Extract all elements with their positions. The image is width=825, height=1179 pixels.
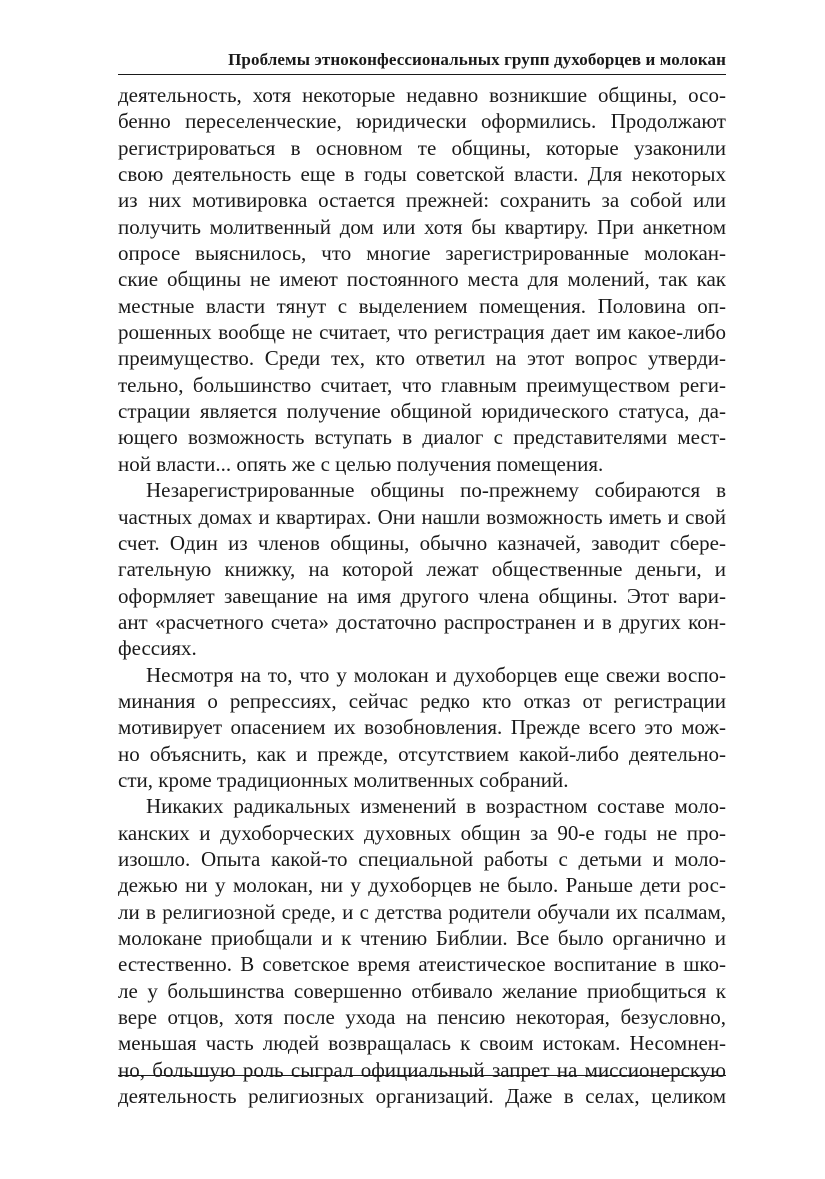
text-line: частных домах и квартирах. Они нашли возможность иметь и свой — [118, 504, 726, 529]
paragraph — [118, 793, 726, 1109]
text-line: сти, кроме традиционных молитвенных собраний. — [118, 767, 569, 792]
header-rule — [118, 74, 726, 75]
text-line: страции является получение общиной юридического статуса, да- — [118, 399, 726, 424]
text-line: вере отцов, хотя после ухода на пенсию некоторая, безусловно, — [118, 1005, 726, 1030]
text-line: бенно переселенческие, юридически оформились. Продолжают — [118, 109, 726, 134]
text-line: фессиях. — [118, 636, 197, 661]
text-line: регистрироваться в основном те общины, которые узаконили — [118, 135, 726, 160]
text-line: тельно, большинство считает, что главным преимуществом реги- — [118, 372, 726, 397]
text-line: ские общины не имеют постоянного места для молений, так как — [118, 267, 726, 292]
text-line: Незарегистрированные общины по-прежнему собираются в — [146, 478, 726, 503]
text-line: ант «расчетного счета» достаточно распространен и в других кон- — [118, 609, 726, 634]
text-line: из них мотивировка остается прежней: сохранить за собой или — [118, 188, 726, 213]
paragraph — [118, 82, 726, 477]
body-text — [118, 82, 726, 1109]
text-line: ле у большинства совершенно отбивало желание приобщиться к — [118, 978, 726, 1003]
text-line: рошенных вообще не считает, что регистрация дает им какое-либо — [118, 320, 726, 345]
text-line: изошло. Опыта какой-то специальной работы с детьми и моло- — [118, 846, 726, 871]
text-line: меньшая часть людей возвращалась к своим истокам. Несомнен- — [118, 1031, 726, 1056]
text-line: канских и духоборческих духовных общин за 90-е годы не про- — [118, 820, 726, 845]
text-line: свою деятельность еще в годы советской власти. Для некоторых — [118, 162, 726, 187]
text-line: опросе выяснилось, что многие зарегистрированные молокан- — [118, 241, 726, 266]
paragraph — [118, 477, 726, 661]
text-line: оформляет завещание на имя другого члена общины. Этот вари- — [118, 583, 726, 608]
text-line: молокане приобщали и к чтению Библии. Все было органично и — [118, 926, 726, 950]
text-line: Несмотря на то, что у молокан и духоборцев еще свежи воспо- — [146, 662, 726, 687]
text-line: деятельность религиозных организаций. Даже в селах, целиком — [118, 1084, 726, 1109]
text-line: деятельность, хотя некоторые недавно возникшие общины, осо- — [118, 83, 726, 107]
text-line: местные власти тянут с выделением помещения. Половина оп- — [118, 293, 726, 318]
text-line: ющего возможность вступать в диалог с представителями мест- — [118, 425, 726, 450]
text-line: но объяснить, как и прежде, отсутствием какой-либо деятельно- — [118, 741, 726, 766]
text-line: мотивирует опасением их возобновления. Прежде всего это мож- — [118, 715, 726, 740]
paragraph — [118, 662, 726, 794]
text-line: ной власти... опять же с целью получения помещения. — [118, 451, 604, 476]
text-line: минания о репрессиях, сейчас редко кто отказ от регистрации — [118, 688, 726, 713]
running-head: Проблемы этноконфессиональных групп духоборцев и молокан — [228, 50, 726, 69]
text-line: но, большую роль сыграл официальный запрет на миссионерскую — [118, 1057, 726, 1082]
text-line: получить молитвенный дом или хотя бы квартиру. При анкетном — [118, 214, 726, 239]
text-line: преимущество. Среди тех, кто ответил на этот вопрос утверди- — [118, 346, 726, 371]
footer-rule — [118, 1075, 726, 1076]
text-line: дежью ни у молокан, ни у духоборцев не было. Раньше дети рос- — [118, 873, 726, 898]
text-line: ли в религиозной среде, и с детства родители обучали их псалмам, — [118, 899, 726, 924]
text-line: естественно. В советское время атеистическое воспитание в шко- — [118, 952, 726, 977]
text-line: счет. Один из членов общины, обычно казначей, заводит сбере- — [118, 530, 726, 555]
text-line: Никаких радикальных изменений в возрастном составе моло- — [146, 794, 726, 819]
text-line: гательную книжку, на которой лежат общественные деньги, и — [118, 557, 726, 582]
